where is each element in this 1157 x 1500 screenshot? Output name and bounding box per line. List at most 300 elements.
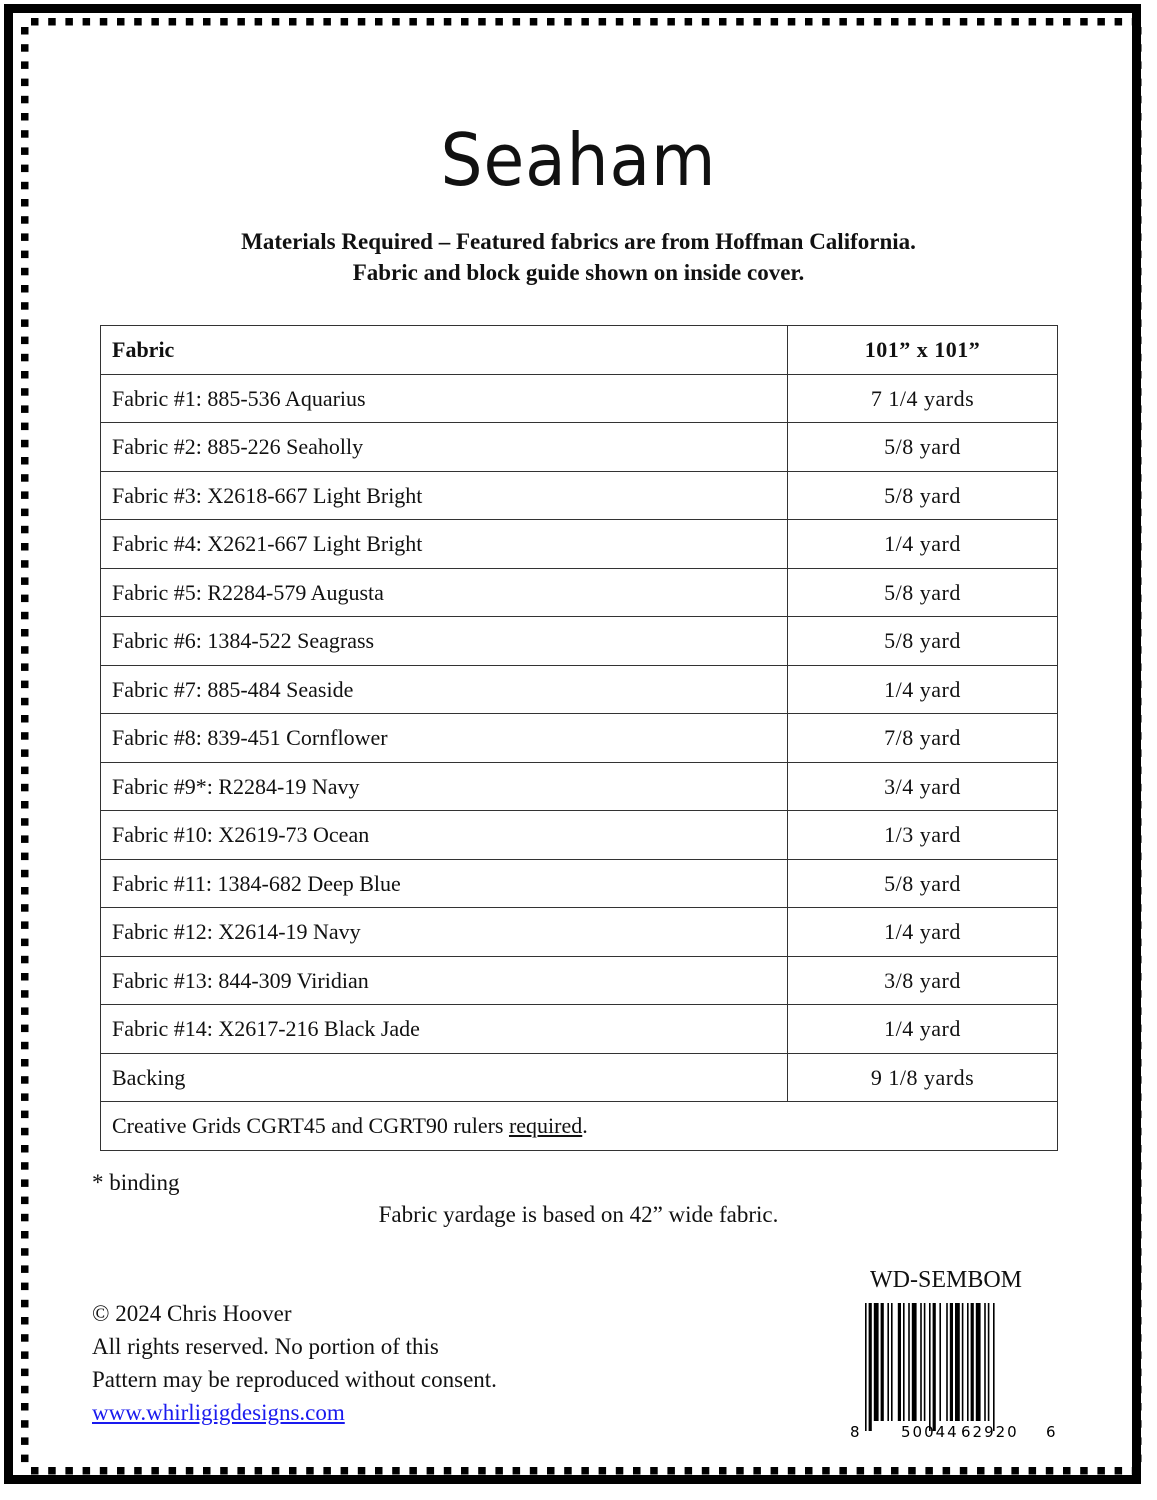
border-dot [21, 130, 29, 138]
border-dot [771, 18, 779, 26]
barcode-bar [950, 1303, 953, 1421]
border-dot [960, 1467, 968, 1475]
barcode-bar [976, 1303, 981, 1421]
border-dot [685, 18, 693, 26]
border-dot [925, 1467, 933, 1475]
copyright-line-1: © 2024 Chris Hoover [92, 1301, 292, 1326]
border-dot [21, 474, 29, 482]
border-dot [21, 1162, 29, 1170]
border-dot [1063, 1467, 1071, 1475]
border-dot [1134, 939, 1142, 947]
border-dot [255, 18, 263, 26]
border-dot [616, 18, 624, 26]
border-dot [21, 285, 29, 293]
border-dot [1134, 990, 1142, 998]
border-dot [151, 18, 159, 26]
border-dot [564, 1467, 572, 1475]
border-dot [1134, 44, 1142, 52]
border-dot [1134, 646, 1142, 654]
border-dot [21, 199, 29, 207]
barcode-bar [933, 1303, 936, 1431]
border-dot [1134, 1179, 1142, 1187]
border-dot [21, 1351, 29, 1359]
border-dot [220, 1467, 228, 1475]
border-dot [21, 990, 29, 998]
border-dot [358, 1467, 366, 1475]
border-dot [21, 337, 29, 345]
border-dot [21, 1007, 29, 1015]
fabric-yardage: 5/8 yard [788, 617, 1058, 666]
border-dot [547, 18, 555, 26]
border-dot [1134, 337, 1142, 345]
border-dot [874, 18, 882, 26]
border-dot [1080, 18, 1088, 26]
barcode-bar [929, 1303, 931, 1431]
border-dot [21, 973, 29, 981]
border-dot [358, 18, 366, 26]
border-dot [21, 79, 29, 87]
border-dot [272, 1467, 280, 1475]
fabric-name: Fabric #10: X2619-73 Ocean [101, 811, 788, 860]
barcode-bar [881, 1303, 884, 1421]
fabric-name: Fabric #5: R2284-579 Augusta [101, 568, 788, 617]
border-dot [21, 1455, 29, 1463]
border-dot [427, 18, 435, 26]
border-dot [1134, 1437, 1142, 1445]
website-link[interactable]: www.whirligigdesigns.com [92, 1400, 345, 1425]
border-dot [1134, 749, 1142, 757]
border-dot [21, 543, 29, 551]
border-dot [1134, 457, 1142, 465]
materials-table [100, 325, 1058, 1151]
border-dot [323, 1467, 331, 1475]
border-dot [1134, 595, 1142, 603]
table-row [101, 1005, 1058, 1054]
border-dot [685, 1467, 693, 1475]
barcode-bar [903, 1303, 905, 1421]
border-dot [1134, 165, 1142, 173]
border-dot [169, 18, 177, 26]
border-dot [21, 681, 29, 689]
border-dot [392, 1467, 400, 1475]
border-dot [908, 18, 916, 26]
fabric-yardage: 5/8 yard [788, 471, 1058, 520]
border-dot [1134, 182, 1142, 190]
border-dot [1134, 732, 1142, 740]
border-dot [21, 1369, 29, 1377]
fabric-name: Backing [101, 1053, 788, 1102]
fabric-name: Fabric #4: X2621-667 Light Bright [101, 520, 788, 569]
border-dot [1132, 18, 1140, 26]
border-dot [1134, 1283, 1142, 1291]
border-dot [427, 1467, 435, 1475]
fabric-name: Fabric #2: 885-226 Seaholly [101, 423, 788, 472]
border-dot [21, 388, 29, 396]
table-row [101, 471, 1058, 520]
header-size: 101” x 101” [788, 326, 1058, 375]
binding-note: * binding [92, 1170, 180, 1195]
border-dot [21, 27, 29, 35]
border-dot [1134, 1265, 1142, 1273]
border-dot [599, 18, 607, 26]
border-dot [409, 1467, 417, 1475]
border-dot [1134, 509, 1142, 516]
rulers-note-end: . [582, 1113, 588, 1138]
border-dot [1134, 440, 1142, 448]
border-dot [1134, 147, 1142, 155]
border-dot [21, 629, 29, 637]
border-dot [1134, 354, 1142, 362]
fabric-yardage: 3/8 yard [788, 956, 1058, 1005]
border-dot [1134, 113, 1142, 121]
page-title: Seaham [440, 118, 717, 202]
fabric-name: Fabric #9*: R2284-19 Navy [101, 762, 788, 811]
border-dot [21, 1179, 29, 1187]
border-dot [1134, 1093, 1142, 1101]
border-dot [1115, 1467, 1123, 1475]
border-dot [667, 18, 675, 26]
border-dot [1134, 130, 1142, 138]
border-dot [21, 663, 29, 671]
border-dot [943, 1467, 951, 1475]
fabric-name: Fabric #14: X2617-216 Black Jade [101, 1005, 788, 1054]
border-dot [1134, 784, 1142, 792]
barcode-bar [971, 1303, 974, 1421]
border-dot [857, 1467, 865, 1475]
border-dot [1134, 1059, 1142, 1067]
border-dot [21, 1403, 29, 1411]
table-row [101, 665, 1058, 714]
border-dot [237, 18, 245, 26]
barcode [846, 1300, 1066, 1445]
border-dot [1134, 1420, 1142, 1428]
border-dot [1063, 18, 1071, 26]
border-dot [134, 1467, 142, 1475]
border-dot [21, 732, 29, 740]
border-dot [21, 870, 29, 878]
border-dot [21, 1283, 29, 1291]
border-dot [478, 1467, 486, 1475]
table-row [101, 811, 1058, 860]
border-dot [409, 18, 417, 26]
border-dot [21, 113, 29, 121]
border-dot [822, 1467, 830, 1475]
border-dot [306, 1467, 314, 1475]
border-dot [83, 1467, 91, 1475]
border-dot [547, 1467, 555, 1475]
border-dot [1029, 18, 1037, 26]
table-header-row [101, 326, 1058, 375]
barcode-bar [887, 1303, 889, 1421]
header-fabric: Fabric [101, 326, 788, 375]
border-dot [1134, 27, 1142, 35]
border-dot [1134, 302, 1142, 310]
fabric-yardage: 1/4 yard [788, 1005, 1058, 1054]
border-dot [323, 18, 331, 26]
border-dot [977, 1467, 985, 1475]
border-dot [203, 1467, 211, 1475]
border-dot [1134, 491, 1142, 499]
border-dot [21, 939, 29, 947]
fabric-yardage: 5/8 yard [788, 423, 1058, 472]
border-dot [21, 1265, 29, 1273]
border-dot [21, 715, 29, 723]
border-dot [21, 1145, 29, 1153]
border-dot [444, 1467, 452, 1475]
border-dot [650, 18, 658, 26]
border-dot [21, 1300, 29, 1308]
border-dot [21, 165, 29, 173]
border-dot [21, 491, 29, 499]
border-dot [495, 18, 503, 26]
border-dot [1134, 79, 1142, 87]
border-dot [1134, 388, 1142, 396]
table-row [101, 956, 1058, 1005]
border-dot [1134, 560, 1142, 568]
border-dot [375, 1467, 383, 1475]
border-dot [891, 18, 899, 26]
border-dot [21, 457, 29, 465]
table-row [101, 762, 1058, 811]
border-dot [203, 18, 211, 26]
border-dot [1134, 1007, 1142, 1015]
table-row [101, 374, 1058, 423]
border-dot [719, 1467, 727, 1475]
border-dot [1134, 526, 1142, 534]
border-dot [272, 18, 280, 26]
border-dot [822, 18, 830, 26]
border-dot [1134, 577, 1142, 585]
border-dot [21, 96, 29, 104]
table-row [101, 714, 1058, 763]
border-dot [1134, 835, 1142, 843]
border-dot [1134, 1128, 1142, 1136]
border-dot [771, 1467, 779, 1475]
border-dot [31, 1467, 39, 1475]
border-dot [1134, 199, 1142, 207]
border-dot [1134, 629, 1142, 637]
border-dot [21, 440, 29, 448]
fabric-name: Fabric #1: 885-536 Aquarius [101, 374, 788, 423]
border-dot [702, 18, 710, 26]
border-dot [117, 18, 125, 26]
copyright-line-2: All rights reserved. No portion of this [92, 1334, 439, 1359]
border-dot [1115, 18, 1123, 26]
border-dot [1134, 1386, 1142, 1394]
border-dot [994, 18, 1002, 26]
border-dot [1134, 921, 1142, 929]
border-dot [925, 18, 933, 26]
border-dot [21, 182, 29, 190]
border-dot [186, 18, 194, 26]
border-dot [1134, 818, 1142, 826]
border-dot [21, 801, 29, 809]
border-dot [1134, 1025, 1142, 1033]
border-dot [633, 1467, 641, 1475]
border-dot [736, 18, 744, 26]
border-dot [21, 1093, 29, 1101]
border-dot [1134, 543, 1142, 551]
subtitle-line-2: Fabric and block guide shown on inside cover. [352, 260, 805, 285]
border-dot [21, 302, 29, 310]
border-dot [117, 1467, 125, 1475]
table-row [101, 617, 1058, 666]
border-dot [1134, 405, 1142, 413]
border-dot [839, 1467, 847, 1475]
border-dot [650, 1467, 658, 1475]
border-dot [1134, 474, 1142, 482]
border-dot [581, 1467, 589, 1475]
border-dot [255, 1467, 263, 1475]
border-dot [1046, 18, 1054, 26]
border-dot [289, 18, 297, 26]
border-dot [719, 18, 727, 26]
fabric-name: Fabric #3: X2618-667 Light Bright [101, 471, 788, 520]
barcode-bar [865, 1303, 867, 1431]
border-dot [21, 1437, 29, 1445]
border-dot [1134, 1248, 1142, 1256]
fabric-yardage: 1/4 yard [788, 908, 1058, 957]
border-dot [21, 577, 29, 585]
border-dot [100, 18, 108, 26]
border-dot [21, 216, 29, 224]
fabric-yardage: 5/8 yard [788, 568, 1058, 617]
border-dot [753, 1467, 761, 1475]
border-dot [21, 595, 29, 603]
border-dot [788, 18, 796, 26]
border-dot [1080, 1467, 1088, 1475]
border-dot [1134, 423, 1142, 431]
border-dot [237, 1467, 245, 1475]
border-dot [564, 18, 572, 26]
border-dot [21, 612, 29, 620]
border-dot [21, 1231, 29, 1239]
barcode-bar [874, 1303, 879, 1421]
copyright-line-3: Pattern may be reproduced without consent. [92, 1367, 497, 1392]
border-dot [21, 423, 29, 431]
border-dot [21, 904, 29, 912]
border-dot [943, 18, 951, 26]
border-dot [1134, 371, 1142, 379]
fabric-name: Fabric #11: 1384-682 Deep Blue [101, 859, 788, 908]
border-dot [21, 767, 29, 775]
border-dot [48, 1467, 56, 1475]
border-dot [21, 835, 29, 843]
fabric-name: Fabric #7: 885-484 Seaside [101, 665, 788, 714]
border-dot [21, 526, 29, 534]
border-dot [83, 18, 91, 26]
border-dot [1134, 1231, 1142, 1239]
border-dot [702, 1467, 710, 1475]
border-dot [100, 1467, 108, 1475]
border-dot [874, 1467, 882, 1475]
border-dot [65, 1467, 73, 1475]
fabric-yardage: 1/3 yard [788, 811, 1058, 860]
barcode-bar [869, 1303, 872, 1431]
border-dot [1134, 61, 1142, 69]
border-dot [289, 1467, 297, 1475]
border-dot [21, 1042, 29, 1050]
border-dot [736, 1467, 744, 1475]
border-dot [461, 18, 469, 26]
border-dot [375, 18, 383, 26]
border-dot [1134, 767, 1142, 775]
border-dot [21, 1111, 29, 1119]
fabric-yardage: 3/4 yard [788, 762, 1058, 811]
border-dot [65, 18, 73, 26]
border-dot [788, 1467, 796, 1475]
table-footer-row [101, 1102, 1058, 1151]
border-dot [1134, 1351, 1142, 1359]
rulers-note-text: Creative Grids CGRT45 and CGRT90 rulers [112, 1113, 509, 1138]
border-dot [21, 509, 29, 516]
border-dot [805, 1467, 813, 1475]
border-dot [1134, 904, 1142, 912]
border-dot [977, 18, 985, 26]
barcode-bar [993, 1303, 995, 1431]
border-dot [1134, 285, 1142, 293]
border-dot [753, 18, 761, 26]
yardage-note: Fabric yardage is based on 42” wide fabric. [378, 1202, 779, 1227]
barcode-bar [955, 1303, 960, 1421]
border-dot [1134, 612, 1142, 620]
border-dot [805, 18, 813, 26]
border-dot [1134, 801, 1142, 809]
border-dot [1134, 663, 1142, 671]
barcode-digits: 62920 [961, 1423, 1019, 1441]
table-row [101, 908, 1058, 957]
border-dot [1134, 1300, 1142, 1308]
border-dot [530, 1467, 538, 1475]
border-dot [21, 44, 29, 52]
border-dot [21, 784, 29, 792]
border-dot [1097, 1467, 1105, 1475]
sku-label: WD-SEMBOM [870, 1267, 1023, 1293]
fabric-name: Fabric #6: 1384-522 Seagrass [101, 617, 788, 666]
border-dot [21, 887, 29, 895]
barcode-digits: 50044 [901, 1423, 959, 1441]
border-dot [220, 18, 228, 26]
border-dot [1134, 1076, 1142, 1084]
border-dot [341, 18, 349, 26]
border-dot [21, 698, 29, 706]
border-dot [21, 646, 29, 654]
border-dot [21, 853, 29, 861]
fabric-yardage: 1/4 yard [788, 665, 1058, 714]
border-dot [21, 1248, 29, 1256]
subtitle-line-1: Materials Required – Featured fabrics are from Hoffman California. [241, 229, 916, 254]
border-dot [21, 1025, 29, 1033]
border-dot [857, 18, 865, 26]
barcode-bar [984, 1303, 986, 1421]
border-dot [994, 1467, 1002, 1475]
barcode-bar [988, 1303, 990, 1421]
fabric-yardage: 7 1/4 yards [788, 374, 1058, 423]
barcode-bar [891, 1303, 893, 1421]
border-dot [908, 1467, 916, 1475]
border-dot [1134, 870, 1142, 878]
barcode-bar [898, 1303, 901, 1421]
border-dot [616, 1467, 624, 1475]
fabric-yardage: 1/4 yard [788, 520, 1058, 569]
border-dot [21, 405, 29, 413]
border-dot [478, 18, 486, 26]
border-dot [306, 18, 314, 26]
border-dot [21, 956, 29, 964]
border-dot [1134, 216, 1142, 224]
barcode-bar [912, 1303, 917, 1421]
border-dot [21, 1076, 29, 1084]
